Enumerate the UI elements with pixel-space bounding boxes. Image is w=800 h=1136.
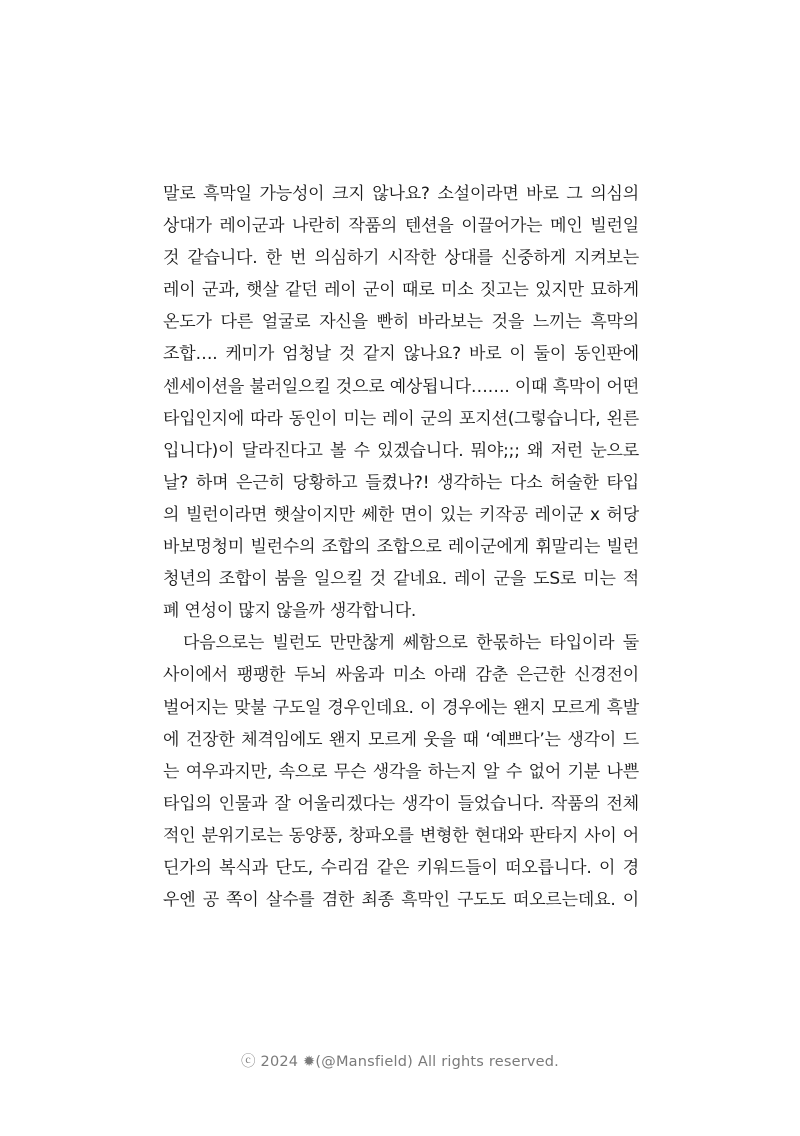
text-line: 날? 하며 은근히 당황하고 들켰나?! 생각하는 다소 허술한 타입 (163, 472, 639, 493)
paragraph (163, 178, 639, 627)
text-line: 말로 흑막일 가능성이 크지 않나요? 소설이라면 바로 그 의심의 (163, 184, 639, 204)
text-line: 적인 분위기로는 동양풍, 창파오를 변형한 현대와 판타지 사이 어 (163, 825, 639, 846)
copyright-footer: ⓒ 2024 ✹(@Mansfield) All rights reserved. (241, 1054, 559, 1070)
text-line: 것 같습니다. 한 번 의심하기 시작한 상대를 신중하게 지켜보는 (163, 248, 639, 269)
text-line: 상대가 레이군과 나란히 작품의 텐션을 이끌어가는 메인 빌런일 (163, 216, 639, 237)
text-line: 타입의 인물과 잘 어울리겠다는 생각이 들었습니다. 작품의 전체 (163, 793, 639, 814)
text-line: 의 빌런이라면 햇살이지만 쎄한 면이 있는 키작공 레이군 x 허당 (163, 504, 639, 525)
text-line: 딘가의 복식과 단도, 수리검 같은 키워드들이 떠오릅니다. 이 경 (163, 857, 639, 878)
text-line: 타입인지에 따라 동인이 미는 레이 군의 포지션(그렇습니다, 왼른 (163, 408, 639, 429)
text-line: 사이에서 팽팽한 두뇌 싸움과 미소 아래 감춘 은근한 신경전이 (163, 665, 639, 686)
text-line: 에 건장한 체격임에도 왠지 모르게 웃을 때 ‘예쁘다’는 생각이 드 (163, 729, 639, 750)
text-line: 레이 군과, 햇살 같던 레이 군이 때로 미소 짓고는 있지만 묘하게 (163, 280, 639, 301)
text-line: 벌어지는 맞불 구도일 경우인데요. 이 경우에는 왠지 모르게 흑발 (163, 697, 639, 718)
text-line: 우엔 공 쪽이 살수를 겸한 최종 흑막인 구도도 떠오르는데요. 이 (163, 890, 639, 911)
text-line: 청년의 조합이 붐을 일으킬 것 같네요. 레이 군을 도S로 미는 적 (163, 569, 639, 590)
text-line: 센세이션을 불러일으킬 것으로 예상됩니다……. 이때 흑막이 어떤 (163, 376, 639, 397)
text-line: 바보멍청미 빌런수의 조합의 조합으로 레이군에게 휘말리는 빌런 (163, 537, 639, 558)
text-line: 다음으로는 빌런도 만만찮게 쎄함으로 한몫하는 타입이라 둘 (183, 633, 639, 654)
text-line: 조합…. 케미가 엄청날 것 같지 않나요? 바로 이 둘이 동인판에 (163, 344, 639, 365)
text-line: 온도가 다른 얼굴로 자신을 빤히 바라보는 것을 느끼는 흑막의 (163, 312, 639, 333)
text-line: 입니다)이 달라진다고 볼 수 있겠습니다. 뭐야;;; 왜 저런 눈으로 (163, 440, 639, 461)
body-text (163, 178, 639, 916)
text-line: 폐 연성이 많지 않을까 생각합니다. (163, 601, 417, 622)
text-line: 는 여우과지만, 속으로 무슨 생각을 하는지 알 수 없어 기분 나쁜 (163, 761, 639, 782)
paragraph (163, 627, 639, 916)
